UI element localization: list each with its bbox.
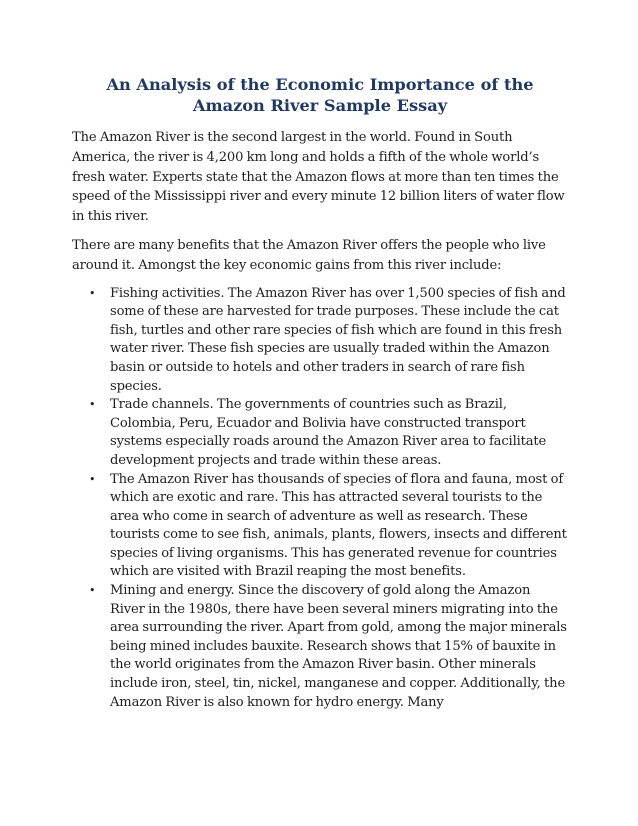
list-item	[72, 396, 568, 470]
list-item-text: Mining and energy. Since the discovery of gold along the Amazon River in the 1980s, there have been several miners migrating into the area surrounding the river. Apart from gold, among the major minerals being mined includes bauxite. Research shows that 15% of bauxite in the world originates from the Amazon River basin. Other minerals include iron, steel, tin, nickel, manganese and copper. Additionally, the Amazon River is also known for hydro energy. Many	[110, 583, 567, 710]
essay-title-line-2: Amazon River Sample Essay	[192, 96, 448, 115]
intro-paragraph: The Amazon River is the second largest in the world. Found in South America, the river is 4,200 km long and holds a fifth of the whole world’s fresh water. Experts state that the Amazon flows at more than ten times the speed of the Mississippi river and every minute 12 billion liters of water flow in this river.	[72, 130, 565, 225]
benefits-list	[72, 285, 568, 713]
list-item-text: Fishing activities. The Amazon River has over 1,500 species of fish and some of these are harvested for trade purposes. These include the cat fish, turtles and other rare species of fish which are found in this fresh water river. These fish species are usually traded within the Amazon basin or outside to hotels and other traders in search of rare fish species.	[110, 285, 566, 394]
list-item-text: Trade channels. The governments of countries such as Brazil, Colombia, Peru, Ecuador and Bolivia have constructed transport systems especially roads around the Amazon River area to facilitate development projects and trade within these areas.	[110, 397, 547, 468]
bullet-icon: •	[89, 584, 96, 598]
bullet-icon: •	[89, 472, 96, 486]
document-page	[72, 74, 568, 712]
bullet-icon: •	[89, 398, 96, 412]
bullet-icon: •	[89, 286, 96, 300]
list-item	[72, 285, 568, 397]
essay-title-line-1: An Analysis of the Economic Importance of the	[106, 75, 534, 94]
benefits-paragraph: There are many benefits that the Amazon River offers the people who live around it. Amongst the key economic gains from this river include:	[72, 237, 546, 273]
list-item	[72, 582, 568, 712]
list-item-text: The Amazon River has thousands of species of flora and fauna, most of which are exotic and rare. This has attracted several tourists to the area who come in search of adventure as well as research. These tourists come to see fish, animals, plants, flowers, insects and different species of living organisms. This has generated revenue for countries which are visited with Brazil reaping the most benefits.	[110, 471, 567, 580]
list-item	[72, 471, 568, 583]
essay-title	[72, 74, 568, 116]
